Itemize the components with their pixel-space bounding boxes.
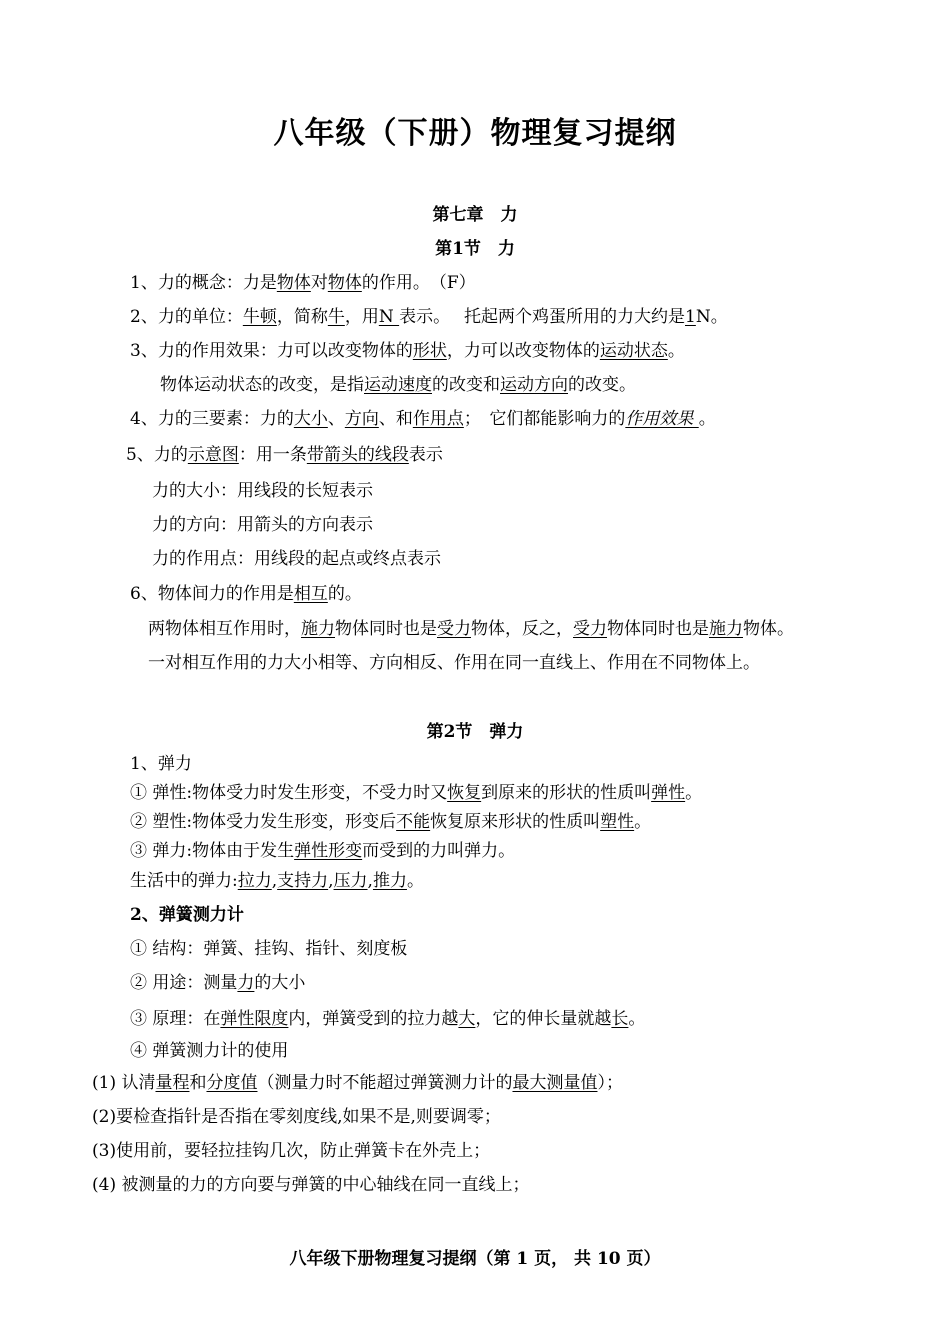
usage-step-4: (4) 被测量的力的方向要与弹簧的中心轴线在同一直线上； (92, 1175, 530, 1195)
force-magnitude-note: 力的大小：用线段的长短表示 (152, 481, 373, 501)
mutual-force-detail: 两物体相互作用时，施力物体同时也是受力物体，反之，受力物体同时也是施力物体。 (148, 619, 794, 639)
elasticity-definition: ① 弹性:物体受力时发生形变，不受力时又恢复到原来的形状的性质叫弹性。 (130, 783, 703, 803)
spring-scale-usage-title: ④ 弹簧测力计的使用 (130, 1041, 289, 1061)
usage-step-1: (1) 认清量程和分度值（测量力时不能超过弹簧测力计的最大测量值）； (92, 1073, 623, 1093)
usage-step-3: (3)使用前，要轻拉挂钩几次，防止弹簧卡在外壳上； (92, 1141, 491, 1161)
section-2-heading: 第2节 弹力 (426, 722, 524, 742)
motion-state-change: 物体运动状态的改变，是指运动速度的改变和运动方向的改变。 (160, 375, 636, 395)
elastic-force-definition: ③ 弹力:物体由于发生弹性形变而受到的力叫弹力。 (130, 841, 516, 861)
force-three-elements: 4、力的三要素：力的大小、方向、和作用点； 它们都能影响力的作用效果 。 (130, 409, 716, 429)
page-footer: 八年级下册物理复习提纲（第 1 页， 共 10 页） (289, 1249, 661, 1269)
section-1-heading: 第1节 力 (435, 239, 515, 259)
force-diagram: 5、力的示意图：用一条带箭头的线段表示 (126, 445, 443, 465)
spring-scale-structure: ① 结构：弹簧、挂钩、指针、刻度板 (130, 939, 408, 959)
document-title: 八年级（下册）物理复习提纲 (273, 116, 677, 151)
force-effect: 3、力的作用效果：力可以改变物体的形状，力可以改变物体的运动状态。 (130, 341, 685, 361)
spring-scale-use: ② 用途：测量力的大小 (130, 973, 306, 993)
usage-step-2: (2)要检查指针是否指在零刻度线,如果不是,则要调零； (92, 1107, 501, 1127)
force-point-note: 力的作用点：用线段的起点或终点表示 (152, 549, 441, 569)
force-direction-note: 力的方向：用箭头的方向表示 (152, 515, 373, 535)
plasticity-definition: ② 塑性:物体受力发生形变，形变后不能恢复原来形状的性质叫塑性。 (130, 812, 652, 832)
spring-scale-title: 2、弹簧测力计 (130, 905, 244, 925)
daily-elastic-forces: 生活中的弹力:拉力,支持力,压力,推力。 (130, 871, 424, 891)
chapter-heading: 第七章 力 (432, 205, 518, 225)
force-unit: 2、力的单位：牛顿，简称牛，用N 表示。 托起两个鸡蛋所用的力大约是1N。 (130, 307, 728, 327)
mutual-force: 6、物体间力的作用是相互的。 (130, 584, 362, 604)
force-concept: 1、力的概念：力是物体对物体的作用。 （F） (130, 273, 476, 293)
interaction-force-rule: 一对相互作用的力大小相等、方向相反、作用在同一直线上、作用在不同物体上。 (148, 653, 760, 673)
spring-scale-principle: ③ 原理：在弹性限度内，弹簧受到的拉力越大，它的伸长量就越长。 (130, 1009, 646, 1029)
elastic-force-title: 1、弹力 (130, 754, 192, 774)
